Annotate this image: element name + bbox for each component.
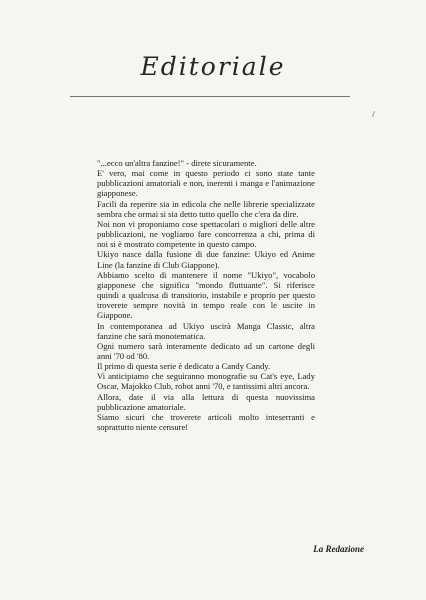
paragraph: Allora, date il via alla lettura di questa nuovissima pubblicazione amatoriale. [97, 391, 315, 412]
page-title: Editoriale [140, 52, 286, 81]
editorial-body [97, 158, 315, 432]
signature: La Redazione [313, 544, 364, 554]
paragraph: Il primo di questa serie è dedicato a Candy Candy. [97, 361, 271, 372]
margin-mark [372, 111, 375, 117]
paragraph: Ogni numero sarà interamente dedicato ad un cartone degli anni '70 od '80. [97, 340, 315, 361]
paragraph: "...ecco un'altra fanzine!" - direte sicuramente. [97, 158, 257, 168]
paragraph: Vi anticipiamo che seguiranno monografie su Cat's eye, Lady Oscar, Majokko Club, robot anni '70, e tantissimi altri ancora. [97, 371, 315, 392]
paragraph: Ukiyo nasce dalla fusione di due fanzine: Ukiyo ed Anime Line (la fanzine di Club Giappone). [97, 249, 315, 270]
title-underline [70, 96, 350, 97]
paragraph: Facili da reperire sia in edicola che nelle librerie specializzate sembra che ormai si sia detto tutto quello che c'era da dire. [97, 198, 315, 219]
paragraph: In contemporanea ad Ukiyo uscirà Manga Classic, altra fanzine che sarà monotematica. [97, 320, 315, 341]
paragraph: Noi non vi proponiamo cose spettacolari o migliori delle altre pubblicazioni, ne vogliamo fare concorrenza a chi, prima di noi si è mostrato competente in questo campo. [97, 218, 315, 250]
paragraph: Abbiamo scelto di mantenere il nome "Ukiyo", vocabolo giapponese che significa "mondo fluttuante". Si riferisce quindi a qualcosa di transitorio, instabile e proprio per questo troverete sempre novità in tempo reale con le uscite in Giappone. [97, 269, 315, 321]
paragraph: E' vero, mai come in questo periodo ci sono state tante pubblicazioni amatoriali e non, inerenti i manga e l'animazione giapponese. [97, 168, 315, 199]
paragraph: Siamo sicuri che troverete articoli molto inteserranti e soprattutto niente censure! [97, 411, 315, 433]
